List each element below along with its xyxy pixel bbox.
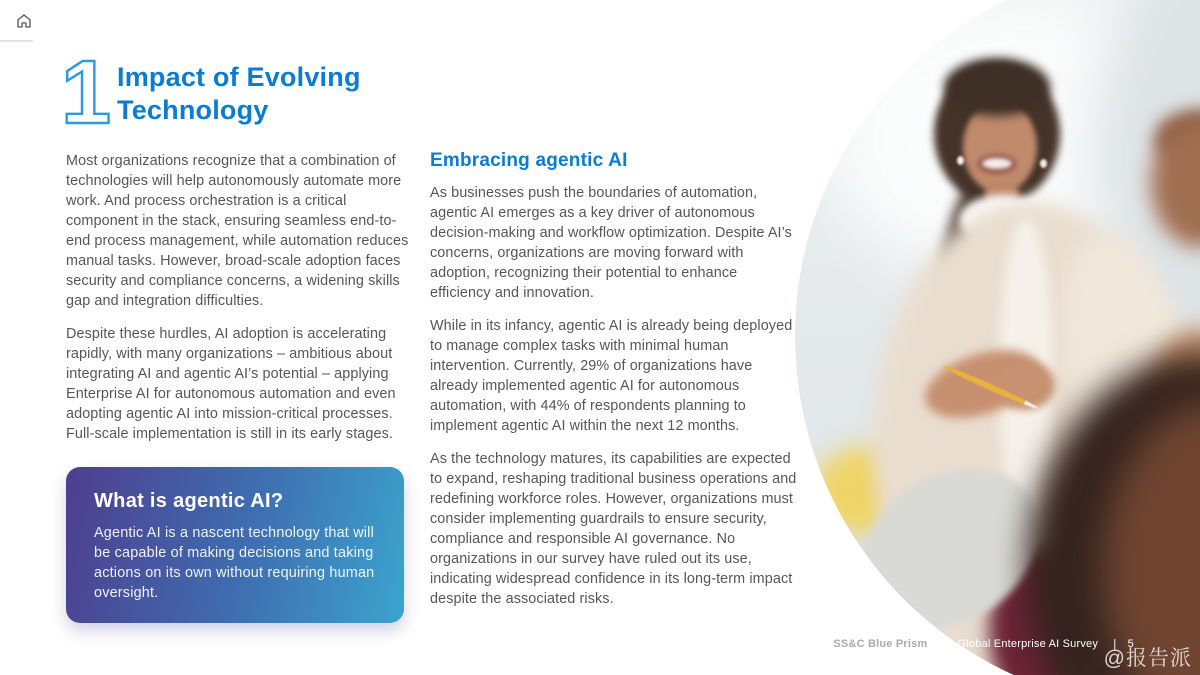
- column-left: [66, 151, 414, 457]
- footer: [833, 638, 1134, 650]
- hero-photo: [795, 0, 1200, 675]
- section-number: [60, 43, 112, 143]
- paragraph: As the technology matures, its capabilities are expected to expand, reshaping traditional business operations and redefining workforce roles. However, organizations must consider implementing guardrails to ensure security, compliance and responsible AI governance. No organizations in our survey have ruled out its use, indicating widespread confidence in its long-term impact despite the associated risks.: [430, 451, 797, 607]
- footer-brand: SS&C Blue Prism: [833, 638, 928, 650]
- callout-what-is-agentic-ai: [66, 467, 404, 623]
- subsection-heading: Embracing agentic AI: [430, 150, 628, 171]
- photo-woman-smile: [982, 158, 1012, 169]
- paragraph: Despite these hurdles, AI adoption is accelerating rapidly, with many organizations – ambitious about integrating AI and agentic AI’s potential – applying Enterprise AI for autonomous automation and even adopting agentic AI into mission-critical processes. Full-scale implementation is still in its early stages.: [66, 326, 396, 442]
- home-icon: [15, 12, 33, 35]
- photo-woman-hairline: [944, 58, 1050, 116]
- section-number-glyph: 1: [60, 43, 112, 143]
- paragraph: Most organizations recognize that a combination of technologies will help autonomously automate more work. And process orchestration is a critical component in the stack, ensuring seamless end-to-end process management, while automation reduces manual tasks. However, broad-scale adoption faces security and compliance concerns, a widening skills gap and integration difficulties.: [66, 153, 409, 309]
- watermark: @报告派: [1103, 647, 1192, 670]
- photo-earring: [1040, 159, 1047, 168]
- callout-body: Agentic AI is a nascent technology that will be capable of making decisions and taking actions on its own without requiring human oversight.: [94, 525, 375, 601]
- paragraph: While in its infancy, agentic AI is already being deployed to manage complex tasks with minimal human intervention. Currently, 29% of organizations have already implemented agentic AI for autonomous automation, with 44% of respondents planning to implement agentic AI within the next 12 months.: [430, 318, 793, 434]
- column-middle: [430, 150, 798, 622]
- paragraph: As businesses push the boundaries of automation, agentic AI emerges as a key driver of autonomous decision-making and workflow optimization. Despite AI’s concerns, organizations are moving forward with adoption, recognizing their potential to enhance efficiency and innovation.: [430, 185, 792, 301]
- footer-page-number: 5: [1127, 638, 1134, 650]
- footer-separator: |: [1113, 638, 1117, 650]
- callout-title: What is agentic AI?: [94, 490, 284, 512]
- home-button[interactable]: [13, 12, 35, 34]
- photo-earring: [957, 156, 964, 165]
- page-title: Impact of Evolving Technology: [117, 62, 361, 125]
- footer-doc-title: The Global Enterprise AI Survey: [934, 638, 1099, 650]
- home-divider: [0, 40, 33, 42]
